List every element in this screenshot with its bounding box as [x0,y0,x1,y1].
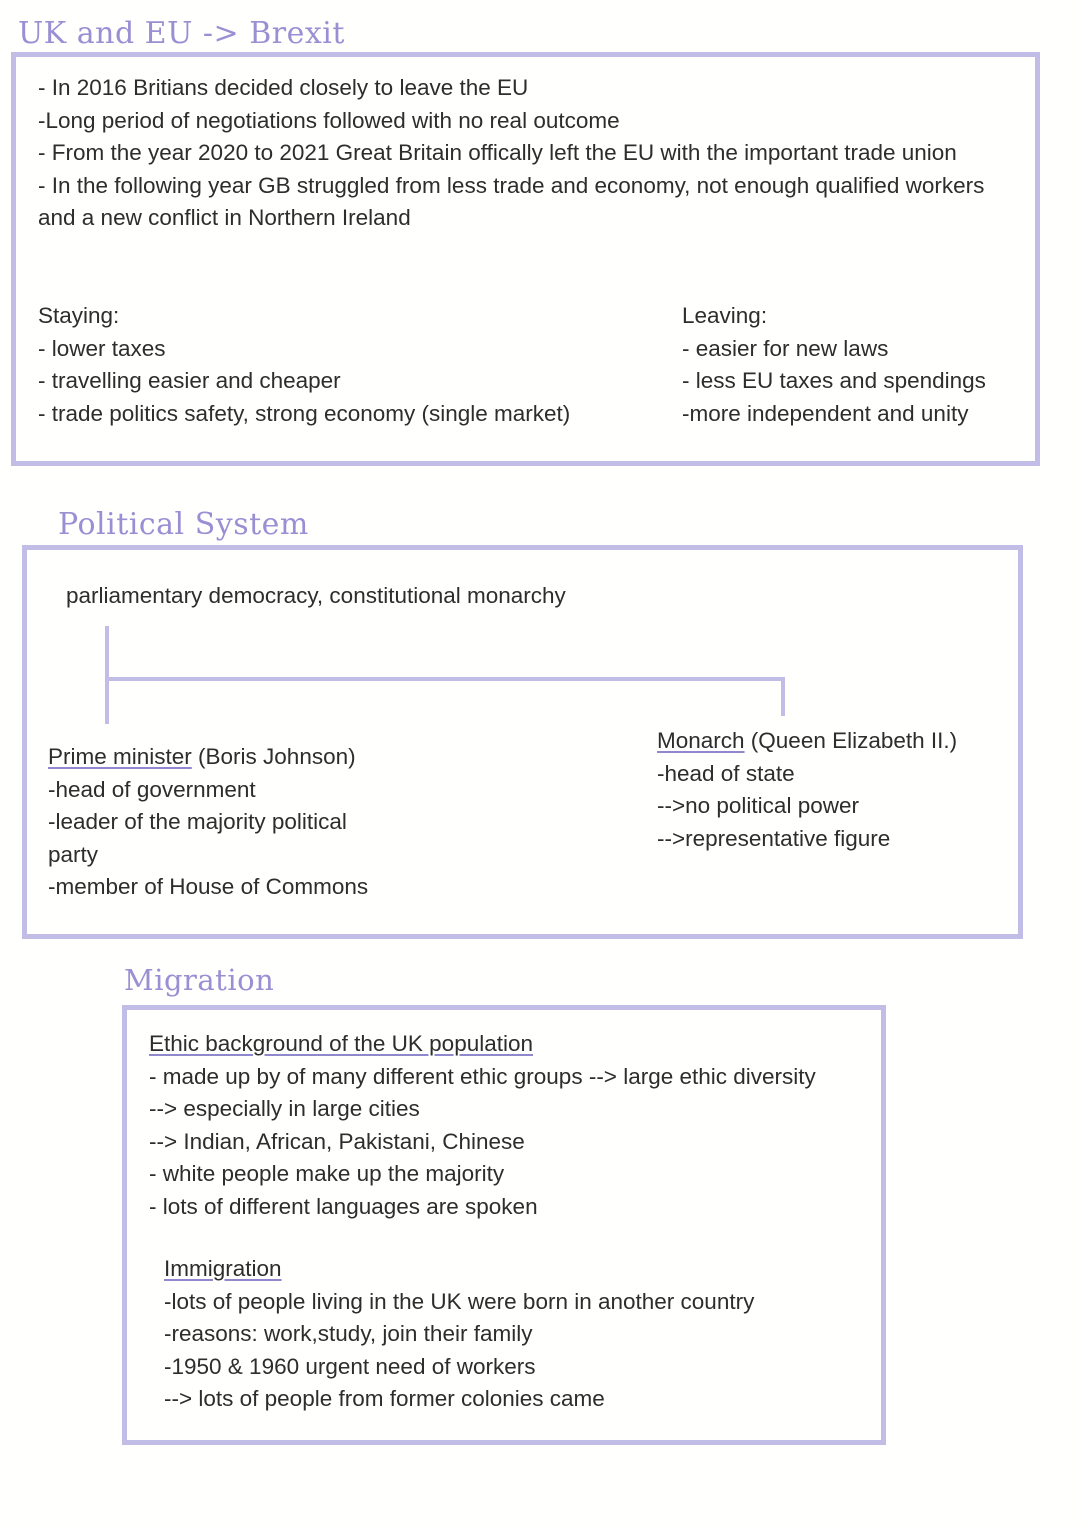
leaving-title: Leaving: [682,303,768,328]
brexit-point: - From the year 2020 to 2021 Great Britain offically left the EU with the important trade union [38,140,957,165]
ethnic-item: - lots of different languages are spoken [149,1193,538,1219]
monarch-title: Monarch [657,728,745,753]
staying-item: - lower taxes [38,335,166,361]
leaving-item: -more independent and unity [682,400,969,426]
ethnic-title: Ethic background of the UK population [149,1031,534,1056]
monarch-list [657,725,957,855]
immigration-list [164,1253,754,1416]
brexit-point: -Long period of negotiations followed with no real outcome [38,107,620,133]
ethnic-item: - made up by of many different ethic groups --> large ethic diversity [149,1063,816,1089]
prime-minister-item: -leader of the majority political party [48,809,347,867]
prime-minister-item: -member of House of Commons [48,874,369,899]
ethnic-list [149,1028,816,1223]
tree-horizontal [107,677,784,681]
brexit-point: - In the following year GB struggled from less trade and economy, not enough qualified workers and a new conflict in Northern Ireland [38,172,985,230]
immigration-item: -reasons: work,study, join their family [164,1321,533,1346]
immigration-item: -lots of people living in the UK were born in another country [164,1288,755,1314]
brexit-points [38,72,998,235]
political-summary: parliamentary democracy, constitutional monarchy [66,583,566,608]
migration-box [122,1005,886,1445]
ethnic-item: --> especially in large cities [149,1096,420,1121]
leaving-list [682,300,986,430]
migration-heading: Migration [124,963,275,997]
brexit-heading: UK and EU -> Brexit [18,16,345,51]
tree-vertical-right [781,677,785,716]
brexit-point: - In 2016 Britians decided closely to leave the EU [38,75,529,100]
monarch-item: -->no political power [657,793,859,818]
leaving-item: - easier for new laws [682,335,889,361]
brexit-box [11,52,1040,466]
monarch-item: -head of state [657,760,795,786]
tree-vertical-left [105,626,109,724]
prime-minister-name: (Boris Johnson) [191,744,356,769]
staying-title: Staying: [38,303,120,328]
staying-item: - travelling easier and cheaper [38,368,341,393]
staying-list [38,300,570,430]
monarch-heading [657,725,957,758]
monarch-name: (Queen Elizabeth II.) [744,728,958,753]
staying-item: - trade politics safety, strong economy (single market) [38,400,571,426]
prime-minister-item: -head of government [48,776,256,802]
ethnic-item: - white people make up the majority [149,1161,505,1186]
prime-minister-title: Prime minister [48,744,192,769]
prime-minister-list [48,741,393,904]
immigration-item: --> lots of people from former colonies came [164,1386,605,1411]
prime-minister-heading [48,741,393,774]
political-box [22,545,1023,939]
monarch-item: -->representative figure [657,825,891,851]
immigration-title: Immigration [164,1256,282,1281]
ethnic-item: --> Indian, African, Pakistani, Chinese [149,1128,525,1154]
immigration-item: -1950 & 1960 urgent need of workers [164,1353,536,1379]
political-heading: Political System [58,507,309,542]
leaving-item: - less EU taxes and spendings [682,368,986,393]
